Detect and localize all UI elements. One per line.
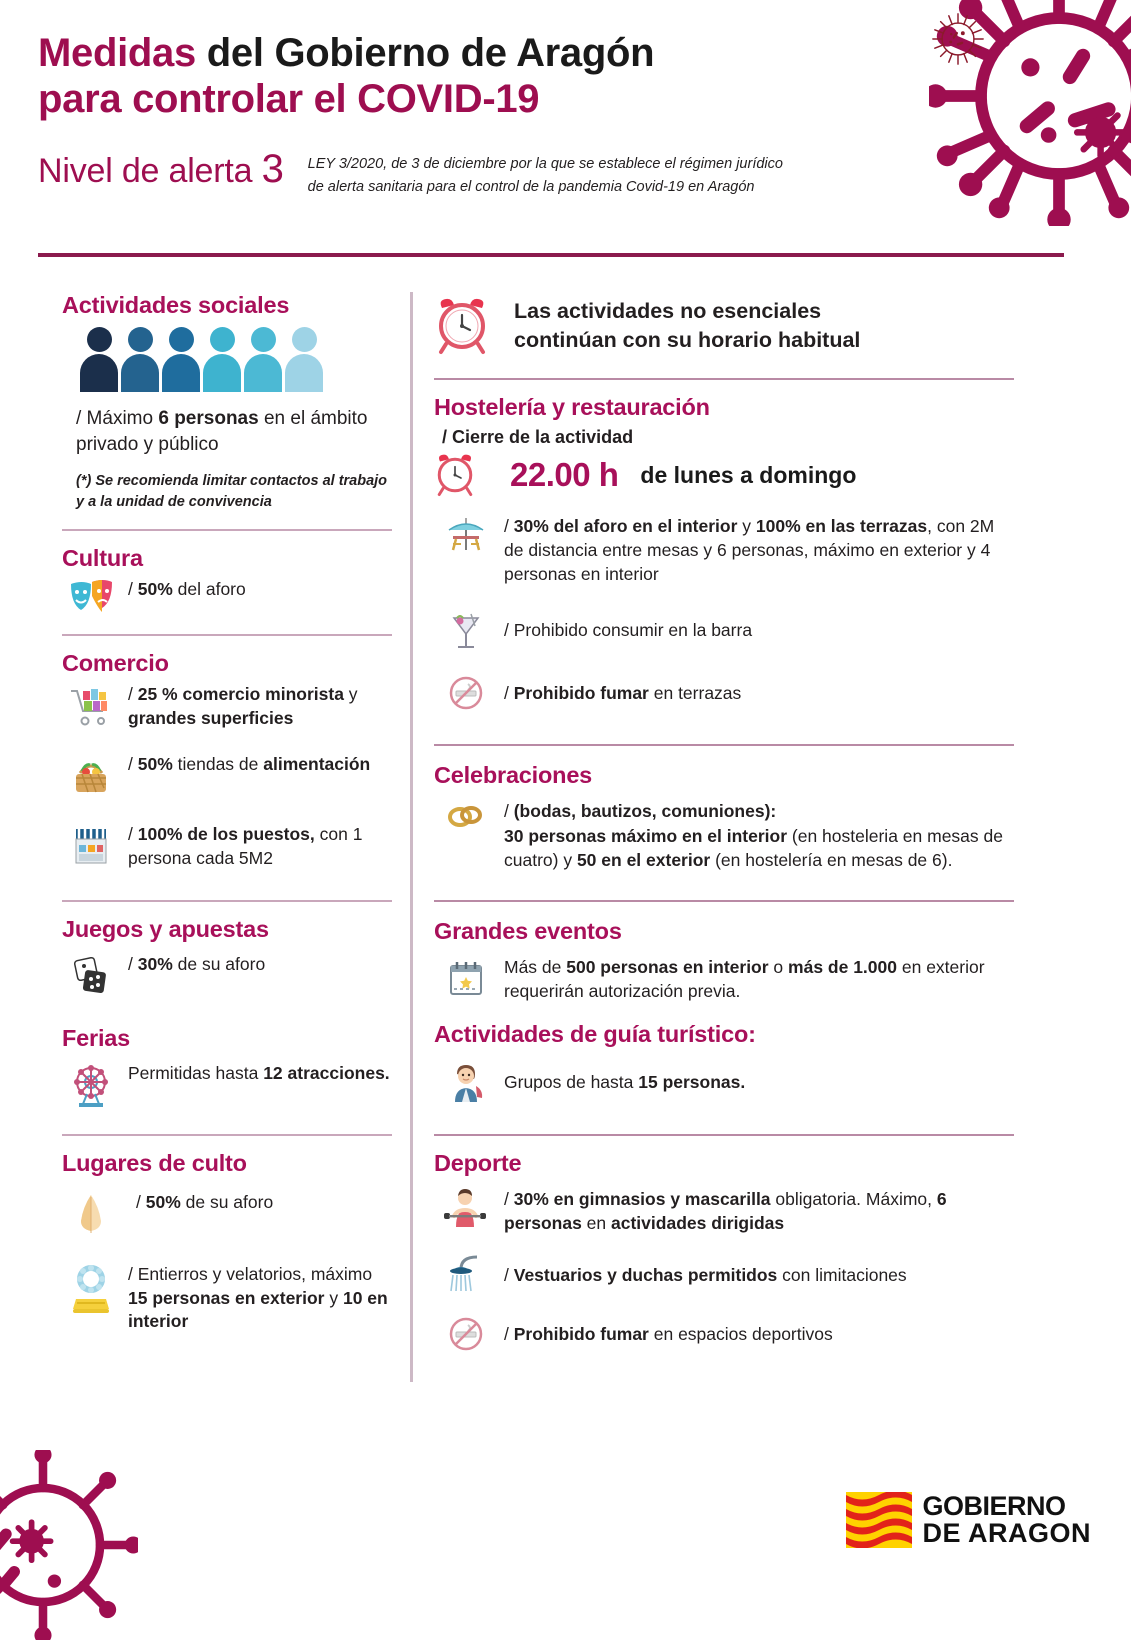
section-heading-guia-turistico: Actividades de guía turístico: — [434, 1021, 756, 1048]
law-line-1: LEY 3/2020, de 3 de diciembre por la que se establece el régimen jurídico — [307, 155, 783, 172]
ferias-text — [128, 1062, 390, 1085]
person-figure-2 — [121, 327, 159, 392]
cultura-post: del aforo — [172, 579, 246, 600]
celeb-bold-3: 50 en el exterior — [576, 849, 711, 870]
shower-icon — [434, 1253, 498, 1297]
juegos-row — [62, 953, 392, 999]
dep-mid-1: obligatoria. Máximo, — [770, 1189, 937, 1210]
alarm-clock-icon — [434, 296, 490, 356]
shopping-cart-icon — [62, 683, 120, 731]
comercio-bold-3: 100% de los puestos, — [137, 824, 315, 845]
celeb-bold-2: 30 personas máximo en el interior — [504, 825, 788, 846]
no-smoking-icon — [434, 1315, 498, 1353]
comercio-text-3 — [128, 823, 392, 870]
section-heading-grandes-eventos: Grandes eventos — [434, 917, 622, 944]
dep-post-2: con limitaciones — [777, 1265, 907, 1286]
dice-icon — [62, 953, 120, 999]
dep-bold-2: Vestuarios y duchas permitidos — [513, 1265, 778, 1286]
law-line-2: de alerta sanitaria para el control de la pandemia Covid-19 en Aragón — [307, 178, 755, 195]
dep-slash-3: / — [504, 1324, 514, 1345]
ge-bold-1: 500 personas en interior — [566, 956, 769, 977]
person-figure-4 — [203, 327, 241, 392]
aragon-flag-icon — [846, 1492, 912, 1548]
host-text-2: Prohibido consumir en la barra — [513, 620, 753, 641]
host-bold-1b: 100% en las terrazas — [755, 516, 928, 536]
comercio-slash-3: / — [128, 824, 138, 845]
guia-turistico-row — [434, 1060, 1014, 1104]
cultura-bold: 50% — [137, 579, 173, 600]
subtitle-row — [38, 145, 958, 199]
culto-bold-2a: 15 personas en exterior — [128, 1287, 325, 1308]
title-bold-word: Medidas — [38, 31, 196, 75]
juegos-text — [128, 953, 265, 976]
section-heading-cultura: Cultura — [62, 545, 143, 572]
dep-bold-1b: 6 personas — [504, 1189, 947, 1234]
comercio-text-2 — [128, 753, 370, 776]
hosteleria-row-3 — [434, 674, 1014, 712]
divider-grandes-eventos — [434, 900, 1014, 902]
deporte-text-2 — [504, 1263, 907, 1287]
culto-row-1 — [62, 1191, 392, 1237]
ge-pre: Más de — [504, 956, 567, 977]
deporte-text-1 — [504, 1187, 1014, 1235]
title-line2: para controlar el COVID-19 — [38, 77, 540, 122]
culto-slash-1: / — [136, 1192, 146, 1213]
divider-deporte — [434, 1134, 1014, 1136]
closing-hour-days: de lunes a domingo — [640, 461, 857, 488]
ferris-wheel-icon — [62, 1062, 120, 1108]
theatre-masks-icon — [62, 578, 120, 618]
gt-pre: Grupos de hasta — [504, 1072, 639, 1093]
person-figure-1 — [80, 327, 118, 392]
ferias-row — [62, 1062, 392, 1108]
section-heading-juegos: Juegos y apuestas — [62, 916, 269, 943]
left-column — [62, 292, 392, 1348]
column-divider — [410, 292, 413, 1382]
ge-bold-2: más de 1.000 — [788, 956, 897, 977]
celeb-slash: / — [504, 801, 514, 822]
logo-line-1: GOBIERNO — [922, 1491, 1066, 1521]
terrace-umbrella-icon — [434, 514, 498, 560]
dep-mid2-1: en — [581, 1213, 612, 1234]
deporte-row-2 — [434, 1253, 1014, 1297]
comercio-text-1 — [128, 683, 392, 730]
food-basket-icon — [62, 753, 120, 799]
sociales-post: en el ámbito privado y público — [76, 408, 368, 455]
praying-hands-icon — [62, 1191, 120, 1237]
culto-row-2 — [62, 1263, 392, 1333]
logo-line-2: DE ARAGON — [922, 1518, 1091, 1548]
banner-line-1: Las actividades no esenciales — [514, 298, 822, 323]
divider-comercio — [62, 634, 392, 636]
host-post-3: en terrazas — [648, 683, 742, 704]
virus-bottom-left-icon — [0, 1450, 138, 1640]
hosteleria-cierre: / Cierre de la actividad — [442, 427, 634, 447]
header — [38, 30, 958, 199]
celebraciones-row — [434, 799, 1014, 871]
comercio-mid-1: comercio minorista — [177, 684, 344, 705]
comercio-slash-1: / — [128, 684, 138, 705]
wedding-rings-icon — [434, 799, 498, 833]
gt-bold: 15 personas. — [638, 1072, 746, 1093]
section-heading-hosteleria: Hostelería y restauración — [434, 394, 710, 420]
culto-post-1: de su aforo — [180, 1192, 274, 1213]
culto-text-1 — [136, 1191, 273, 1214]
divider-celebraciones — [434, 744, 1014, 746]
law-reference — [308, 145, 783, 199]
banner-no-esenciales — [434, 296, 1014, 356]
host-slash-1: / — [504, 516, 514, 536]
page-title — [38, 30, 958, 123]
comercio-mid-3: con 1 persona cada 5M2 — [128, 824, 363, 868]
closing-hour: 22.00 h — [510, 456, 619, 493]
deporte-row-3 — [434, 1315, 1014, 1353]
calendar-icon — [434, 958, 498, 1000]
hosteleria-hour-row — [434, 452, 1014, 498]
juegos-post: de su aforo — [172, 954, 266, 975]
header-divider — [38, 253, 1064, 257]
person-figure-5 — [244, 327, 282, 392]
ge-post: en exterior requerirán autorización previa. — [504, 956, 985, 1001]
hosteleria-row-2 — [434, 608, 1014, 652]
alert-level-label: Nivel de alerta — [38, 151, 253, 190]
logo-text — [922, 1493, 1091, 1547]
people-figures — [80, 327, 392, 392]
culto-bold-1: 50% — [145, 1192, 181, 1213]
banner-line-2: continúan con su horario habitual — [514, 328, 861, 352]
sociales-note: (*) Se recomienda limitar contactos al trabajo y a la unidad de convivencia — [76, 473, 388, 511]
hosteleria-text-1 — [504, 514, 1014, 586]
comercio-bold-2b: alimentación — [263, 754, 371, 775]
comercio-row-2 — [62, 753, 392, 799]
sociales-bold: 6 personas — [158, 408, 259, 429]
celeb-bold-1: (bodas, bautizos, comuniones): — [513, 801, 777, 822]
culto-pre-2: Entierros y velatorios, máximo — [137, 1264, 373, 1285]
alert-level-number: 3 — [261, 146, 284, 191]
divider-hosteleria — [434, 378, 1014, 380]
section-heading-actividades-sociales: Actividades sociales — [62, 292, 290, 318]
hosteleria-text-2 — [504, 618, 752, 642]
comercio-bold-1b: grandes superficies — [128, 707, 294, 728]
dep-post-3: en espacios deportivos — [648, 1324, 833, 1345]
section-heading-deporte: Deporte — [434, 1150, 522, 1177]
juegos-bold: 30% — [137, 954, 173, 975]
section-heading-culto: Lugares de culto — [62, 1150, 247, 1177]
virus-large-icon — [929, 0, 1131, 226]
celebraciones-text — [504, 799, 1014, 871]
dep-bold-1c: actividades dirigidas — [611, 1213, 785, 1234]
culto-text-2 — [128, 1263, 392, 1333]
deporte-row-1 — [434, 1187, 1014, 1235]
comercio-row-1 — [62, 683, 392, 731]
comercio-bold-2a: 50% — [137, 754, 173, 775]
comercio-row-3 — [62, 823, 392, 870]
divider-culto — [62, 1134, 392, 1136]
tour-guide-icon — [434, 1060, 498, 1104]
market-stall-icon — [62, 823, 120, 869]
celeb-mid-2: (en hostelería en mesas de 6). — [710, 849, 953, 870]
ferias-bold: 12 atracciones. — [263, 1063, 390, 1084]
alarm-clock-icon — [434, 452, 476, 498]
culto-bold-2b: 10 en interior — [128, 1287, 388, 1332]
culto-slash-2: / — [128, 1264, 138, 1285]
divider-juegos — [62, 900, 392, 902]
weightlifting-icon — [434, 1187, 498, 1231]
grandes-eventos-row — [434, 955, 1014, 1003]
host-bold-1a: 30% del aforo en el interior — [513, 516, 738, 536]
right-column — [434, 296, 1014, 1367]
ferias-pre: Permitidas hasta — [128, 1063, 264, 1084]
juegos-slash: / — [128, 954, 138, 975]
host-bold-3: Prohibido fumar — [513, 683, 649, 704]
section-heading-celebraciones: Celebraciones — [434, 762, 593, 789]
cultura-text — [128, 578, 246, 601]
celeb-mid-1: (en hosteleria en mesas de cuatro) y — [504, 825, 1003, 870]
sociales-max-text — [76, 406, 392, 457]
grandes-eventos-text — [504, 955, 1014, 1003]
banner-text — [514, 297, 860, 355]
divider-cultura — [62, 529, 392, 531]
alert-level — [38, 145, 284, 192]
host-conn-1: y — [737, 516, 756, 536]
person-figure-6 — [285, 327, 323, 392]
culto-conn-2: y — [324, 1287, 343, 1308]
host-slash-3: / — [504, 683, 514, 704]
cultura-slash: / — [128, 579, 138, 600]
dep-bold-1a: 30% en gimnasios y mascarilla — [513, 1189, 771, 1210]
hosteleria-text-3 — [504, 681, 741, 705]
comercio-slash-2: / — [128, 754, 138, 775]
ge-mid: o — [768, 956, 789, 977]
funeral-wreath-icon — [62, 1263, 120, 1319]
title-rest: del Gobierno de Aragón — [195, 31, 655, 75]
cocktail-glass-icon — [434, 608, 498, 652]
comercio-bold-1a: 25 % — [137, 684, 178, 705]
no-smoking-icon — [434, 674, 498, 712]
section-heading-comercio: Comercio — [62, 650, 169, 677]
deporte-text-3 — [504, 1322, 833, 1346]
comercio-conn-1: y — [343, 684, 358, 705]
comercio-mid-2: tiendas de — [172, 754, 264, 775]
person-figure-3 — [162, 327, 200, 392]
cultura-row — [62, 578, 392, 618]
section-heading-ferias: Ferias — [62, 1025, 131, 1052]
dep-slash-2: / — [504, 1265, 514, 1286]
hosteleria-row-1 — [434, 514, 1014, 586]
guia-turistico-text — [504, 1070, 745, 1094]
dep-slash-1: / — [504, 1189, 514, 1210]
dep-bold-3: Prohibido fumar — [513, 1324, 649, 1345]
host-post-1: , con 2M de distancia entre mesas y 6 personas, máximo en exterior y 4 personas en interior — [504, 516, 995, 585]
host-slash-2: / — [504, 620, 514, 641]
sociales-pre: / Máximo — [76, 408, 159, 429]
gobierno-aragon-logo — [846, 1492, 1091, 1548]
